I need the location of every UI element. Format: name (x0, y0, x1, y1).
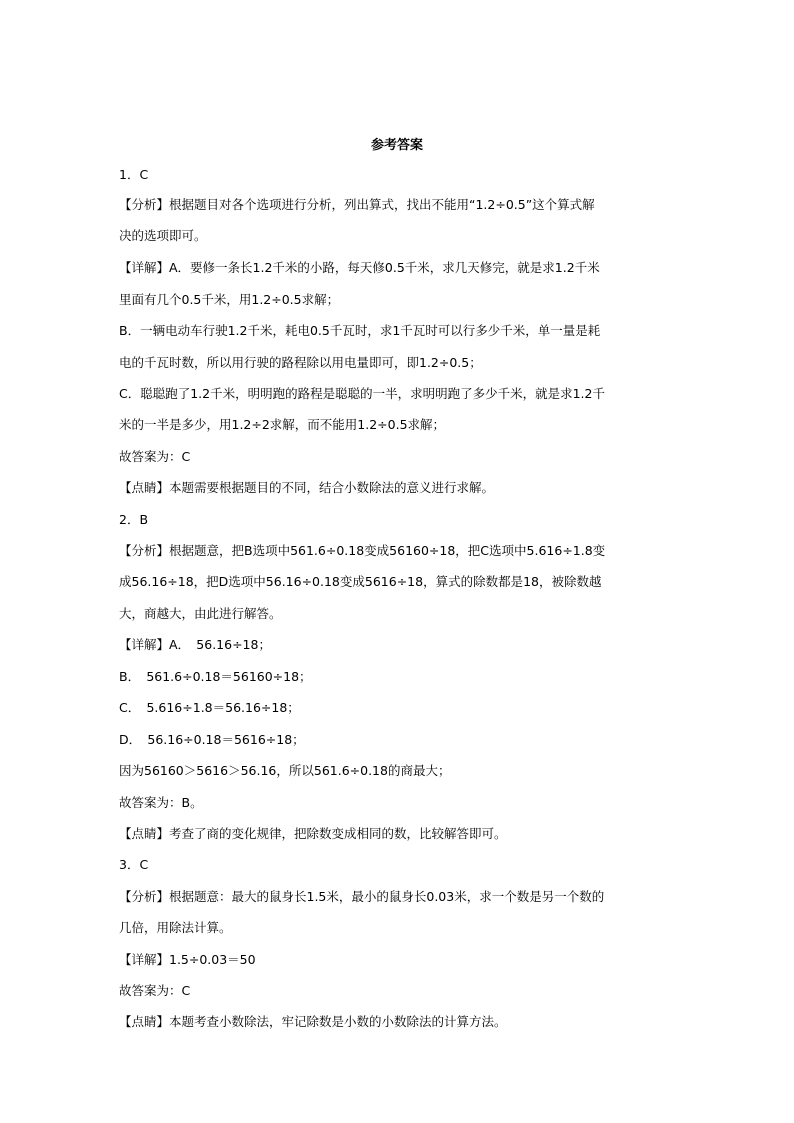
analysis-text: 【分析】根据题意，把B选项中561.6÷0.18变成56160÷18，把C选项中5.616÷1.8变 (119, 543, 606, 558)
analysis-text: 决的选项即可。 (119, 228, 207, 243)
detail-text: 因为56160＞5616＞56.16，所以561.6÷0.18的商最大； (119, 763, 451, 778)
analysis-text: 【分析】根据题意：最大的鼠身长1.5米，最小的鼠身长0.03米，求一个数是另一个数的 (119, 889, 605, 904)
comment-text: 【点睛】本题需要根据题目的不同，结合小数除法的意义进行求解。 (119, 480, 495, 495)
comment-text: 【点睛】考查了商的变化规律，把除数变成相同的数，比较解答即可。 (119, 826, 507, 841)
detail-text: 电的千瓦时数，所以用行驶的路程除以用电量即可，即1.2÷0.5； (119, 355, 482, 370)
detail-text: 【详解】A．要修一条长1.2千米的小路，每天修0.5千米，求几天修完，就是求1.2千米 (119, 260, 600, 275)
question-number: 3．C (119, 857, 149, 872)
question-number: 1．C (119, 167, 149, 182)
analysis-text: 【分析】根据题目对各个选项进行分析，列出算式，找出不能用“1.2÷0.5”这个算式解 (119, 197, 595, 212)
question-number: 2．B (119, 512, 149, 527)
analysis-text: 大，商越大，由此进行解答。 (119, 606, 282, 621)
detail-text: 【详解】A． 56.16÷18； (119, 637, 271, 652)
detail-text: 里面有几个0.5千米，用1.2÷0.5求解； (119, 292, 340, 307)
answer-text: 故答案为：C (119, 983, 191, 998)
detail-text: 米的一半是多少，用1.2÷2求解，而不能用1.2÷0.5求解； (119, 417, 446, 432)
detail-text: C． 5.616÷1.8＝56.16÷18； (119, 700, 300, 715)
analysis-text: 几倍，用除法计算。 (119, 920, 232, 935)
detail-text: B．一辆电动车行驶1.2千米，耗电0.5千瓦时，求1千瓦时可以行多少千米，单一量是耗 (119, 323, 601, 338)
analysis-text: 成56.16÷18，把D选项中56.16÷0.18变成5616÷18，算式的除数都是18，被除数越 (119, 574, 602, 589)
detail-text: D． 56.16÷0.18＝5616÷18； (119, 732, 305, 747)
detail-text: 【详解】1.5÷0.03＝50 (119, 952, 256, 967)
answer-text: 故答案为：B。 (119, 795, 203, 810)
page-title: 参考答案 (370, 138, 423, 153)
answer-text: 故答案为：C (119, 449, 191, 464)
comment-text: 【点睛】本题考查小数除法，牢记除数是小数的小数除法的计算方法。 (119, 1014, 507, 1029)
detail-text: B． 561.6÷0.18＝56160÷18； (119, 669, 312, 684)
detail-text: C．聪聪跑了1.2千米，明明跑的路程是聪聪的一半，求明明跑了多少千米，就是求1.2千 (119, 386, 605, 401)
